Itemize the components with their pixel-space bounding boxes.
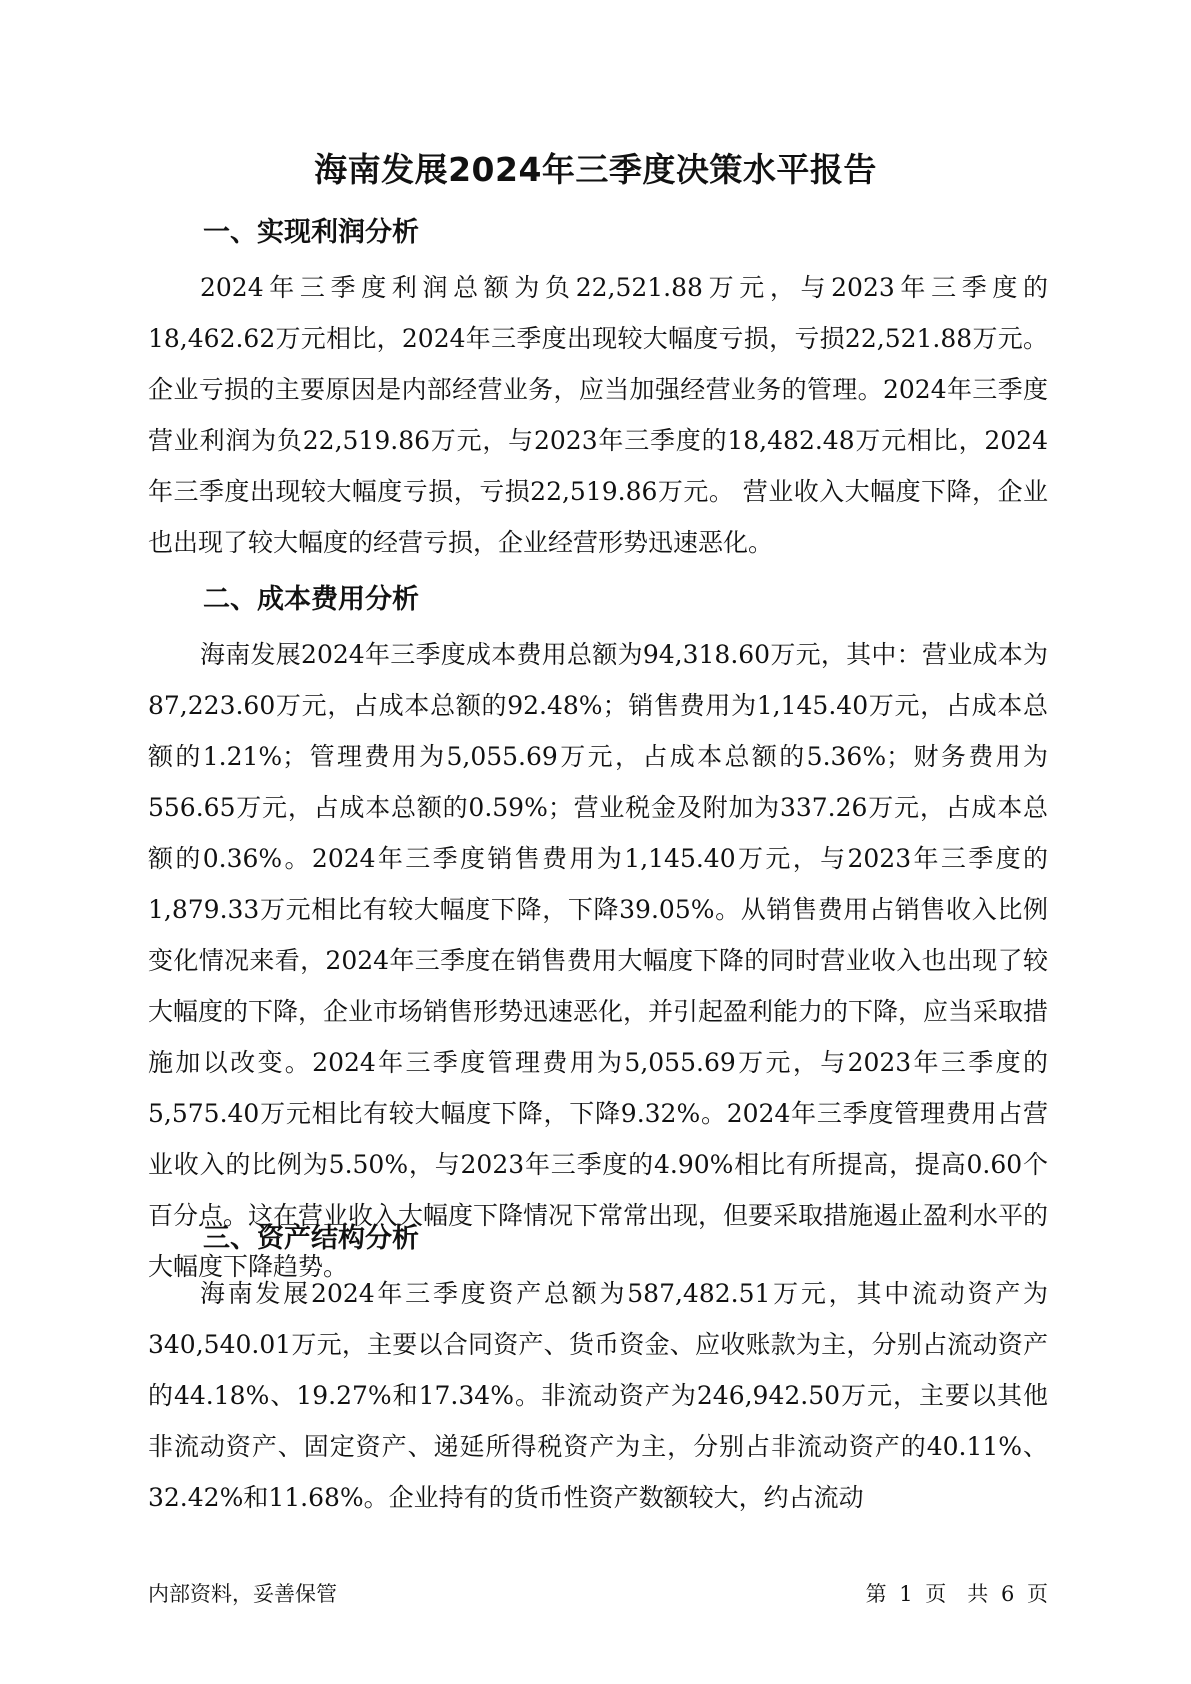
- section-paragraph-profit: 2024年三季度利润总额为负22,521.88万元，与2023年三季度的18,462.62万元相比，2024年三季度出现较大幅度亏损，亏损22,521.88万元。 企业亏损的主要原因是内部经营业务，应当加强经营业务的管理。2024年三季度营业利润为负22,519.86万元，与2023年三季度的18,482.48万元相比，2024年三季度出现较大幅度亏损，亏损22,519.86万元。 营业收入大幅度下降，企业也出现了较大幅度的经营亏损，企业经营形势迅速恶化。: [148, 273, 1048, 557]
- section-paragraph-assets: 海南发展2024年三季度资产总额为587,482.51万元，其中流动资产为340,540.01万元，主要以合同资产、货币资金、应收账款为主，分别占流动资产的44.18%、19.27%和17.34%。非流动资产为246,942.50万元，主要以其他非流动资产、固定资产、递延所得税资产为主，分别占非流动资产的40.11%、32.42%和11.68%。企业持有的货币性资产数额较大，约占流动: [148, 1279, 1048, 1512]
- footer-confidential-note: 内部资料，妥善保管: [148, 1582, 337, 1606]
- document-title: 海南发展2024年三季度决策水平报告: [314, 150, 877, 189]
- footer-page-number: 第 1 页 共 6 页: [865, 1582, 1048, 1606]
- section-heading-assets: 三、资产结构分析: [203, 1223, 419, 1254]
- section-heading-profit: 一、实现利润分析: [203, 217, 419, 248]
- section-heading-cost: 二、成本费用分析: [203, 584, 419, 615]
- section-paragraph-cost: 海南发展2024年三季度成本费用总额为94,318.60万元，其中：营业成本为87,223.60万元，占成本总额的92.48%；销售费用为1,145.40万元，占成本总额的1.21%；管理费用为5,055.69万元，占成本总额的5.36%；财务费用为556.65万元，占成本总额的0.59%；营业税金及附加为337.26万元，占成本总额的0.36%。2024年三季度销售费用为1,145.40万元，与2023年三季度的1,879.33万元相比有较大幅度下降，下降39.05%。从销售费用占销售收入比例变化情况来看，2024年三季度在销售费用大幅度下降的同时营业收入也出现了较大幅度的下降，企业市场销售形势迅速恶化，并引起盈利能力的下降，应当采取措施加以改变。2024年三季度管理费用为5,055.69万元，与2023年三季度的5,575.40万元相比有较大幅度下降，下降9.32%。2024年三季度管理费用占营业收入的比例为5.50%，与2023年三季度的4.90%相比有所提高，提高0.60个百分点。这在营业收入大幅度下降情况下常常出现，但要采取措施遏止盈利水平的大幅度下降趋势。: [148, 640, 1049, 1281]
